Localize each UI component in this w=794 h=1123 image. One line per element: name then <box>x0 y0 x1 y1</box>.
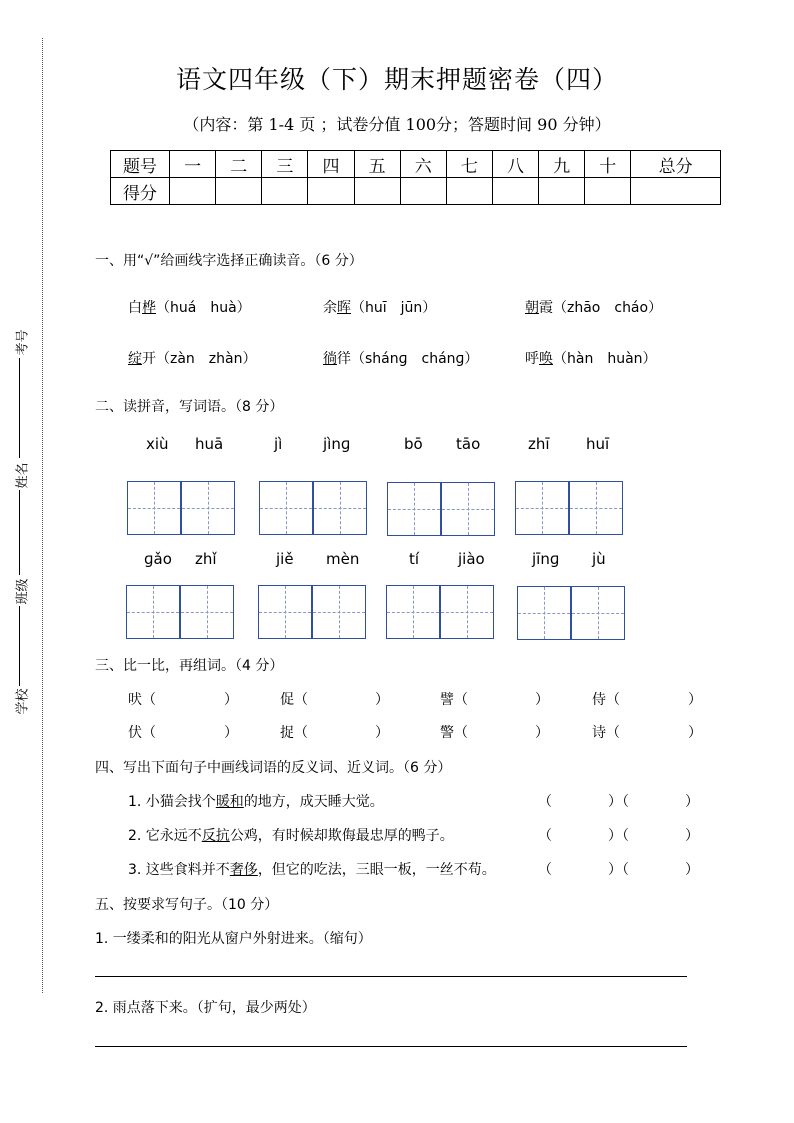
score-header-cell: 一 <box>170 151 216 178</box>
page-subtitle: （内容：第 1-4 页 ；试卷分值 100分；答题时间 90 分钟） <box>183 115 611 134</box>
pinyin-choice-item: 呼唤（hàn huàn） <box>525 351 657 367</box>
pinyin-label: xiù <box>146 435 169 453</box>
score-cell[interactable] <box>585 178 631 205</box>
writing-grid-box[interactable] <box>387 482 441 536</box>
synonym-sentence: 2. 它永远不反抗公鸡，有时候却欺侮最忠厚的鸭子。 <box>128 828 454 844</box>
score-cell[interactable] <box>492 178 538 205</box>
side-label-kaohao: 考号 <box>15 329 31 356</box>
score-header-cell: 八 <box>492 151 538 178</box>
writing-grid-box[interactable] <box>569 481 623 535</box>
score-cell[interactable] <box>631 178 721 205</box>
compare-item: 譬（ <box>440 692 468 708</box>
writing-grid-box[interactable] <box>517 586 571 640</box>
score-cell[interactable] <box>354 178 400 205</box>
writing-grid-box[interactable] <box>441 482 495 536</box>
compare-close-paren: ） <box>688 692 702 708</box>
compare-close-paren: ） <box>224 692 238 708</box>
pinyin-choice-item: 白桦（huá huà） <box>128 300 251 316</box>
score-header-cell: 二 <box>216 151 262 178</box>
side-label-xingming: 姓名 <box>15 462 31 489</box>
score-cell[interactable] <box>308 178 354 205</box>
writing-grid-box[interactable] <box>127 481 181 535</box>
binding-dotted-line <box>42 38 43 993</box>
section-4-heading: 四、写出下面句子中画线词语的反义词、近义词。（6 分） <box>95 760 452 776</box>
score-cell[interactable] <box>446 178 492 205</box>
pinyin-choice-item: 绽开（zàn zhàn） <box>128 351 257 367</box>
writing-grid-box[interactable] <box>180 585 234 639</box>
writing-grid-box[interactable] <box>312 585 366 639</box>
writing-grid-box[interactable] <box>571 586 625 640</box>
synonym-sentence: 1. 小猫会找个暖和的地方，成天睡大觉。 <box>128 794 384 810</box>
score-row-label: 得分 <box>111 178 170 205</box>
pinyin-label: jù <box>592 550 606 568</box>
pinyin-label: ɡǎo <box>144 550 172 568</box>
answer-parens[interactable]: （ ）（ ） <box>538 794 699 810</box>
score-header-cell: 四 <box>308 151 354 178</box>
score-cell[interactable] <box>539 178 585 205</box>
score-header-cell: 十 <box>585 151 631 178</box>
pinyin-label: jiào <box>458 550 485 568</box>
score-cell[interactable] <box>262 178 308 205</box>
pinyin-label: tāo <box>456 435 481 453</box>
pinyin-label: jiě <box>276 550 294 568</box>
score-table-score-row <box>111 178 721 205</box>
writing-grid-box[interactable] <box>126 585 180 639</box>
answer-line[interactable] <box>95 976 687 977</box>
score-cell[interactable] <box>216 178 262 205</box>
score-table <box>110 150 721 205</box>
pinyin-label: jīnɡ <box>532 550 560 568</box>
page-title: 语文四年级（下）期末押题密卷（四） <box>175 65 618 94</box>
answer-parens[interactable]: （ ）（ ） <box>538 862 699 878</box>
score-header-cell: 三 <box>262 151 308 178</box>
pinyin-label: jì <box>274 435 283 453</box>
compare-item: 警（ <box>440 725 468 741</box>
score-header-cell: 七 <box>446 151 492 178</box>
synonym-sentence: 3. 这些食料并不奢侈，但它的吃法，三眼一板，一丝不苟。 <box>128 862 496 878</box>
writing-grid-box[interactable] <box>440 585 494 639</box>
pinyin-choice-item: 朝霞（zhāo cháo） <box>525 300 663 316</box>
pinyin-label: jìnɡ <box>323 435 351 453</box>
side-label-banji: 班级 <box>15 578 31 605</box>
section-5-heading: 五、按要求写句子。（10 分） <box>95 897 279 913</box>
score-header-cell: 九 <box>539 151 585 178</box>
section-2-heading: 二、读拼音，写词语。（8 分） <box>95 399 284 415</box>
answer-parens[interactable]: （ ）（ ） <box>538 828 699 844</box>
writing-grid-box[interactable] <box>258 585 312 639</box>
pinyin-label: tí <box>409 550 420 568</box>
pinyin-label: bō <box>404 435 423 453</box>
score-header-cell: 六 <box>400 151 446 178</box>
score-header-cell: 五 <box>354 151 400 178</box>
score-header-cell: 题号 <box>111 151 170 178</box>
compare-item: 侍（ <box>592 692 620 708</box>
writing-grid-box[interactable] <box>386 585 440 639</box>
side-line-xingming <box>19 490 20 575</box>
pinyin-choice-item: 余晖（huī jūn） <box>323 300 437 316</box>
sentence-task-2: 2. 雨点落下来。（扩句，最少两处） <box>95 1000 316 1016</box>
compare-close-paren: ） <box>688 725 702 741</box>
score-table-header-row <box>111 151 721 178</box>
score-header-cell: 总分 <box>631 151 721 178</box>
pinyin-choice-item: 徜徉（shánɡ chánɡ） <box>323 351 479 367</box>
compare-item: 捉（ <box>280 725 308 741</box>
score-cell[interactable] <box>400 178 446 205</box>
pinyin-label: zhī <box>528 435 550 453</box>
pinyin-label: huī <box>586 435 610 453</box>
section-3-heading: 三、比一比，再组词。（4 分） <box>95 658 284 674</box>
side-line-kaohao <box>19 358 20 458</box>
side-line-banji <box>19 606 20 686</box>
section-1-heading: 一、用“√”给画线字选择正确读音。（6 分） <box>95 253 363 269</box>
compare-close-paren: ） <box>375 725 389 741</box>
sentence-task-1: 1. 一缕柔和的阳光从窗户外射进来。（缩句） <box>95 931 372 947</box>
compare-close-paren: ） <box>375 692 389 708</box>
writing-grid-box[interactable] <box>515 481 569 535</box>
score-cell[interactable] <box>170 178 216 205</box>
compare-item: 促（ <box>280 692 308 708</box>
writing-grid-box[interactable] <box>313 481 367 535</box>
compare-close-paren: ） <box>535 692 549 708</box>
writing-grid-box[interactable] <box>181 481 235 535</box>
side-label-xuexiao: 学校 <box>15 688 31 715</box>
answer-line[interactable] <box>95 1046 687 1047</box>
pinyin-label: zhǐ <box>195 550 217 568</box>
pinyin-label: mèn <box>326 550 360 568</box>
writing-grid-box[interactable] <box>259 481 313 535</box>
compare-close-paren: ） <box>224 725 238 741</box>
compare-item: 伏（ <box>128 725 156 741</box>
compare-item: 吠（ <box>128 692 156 708</box>
pinyin-label: huā <box>195 435 224 453</box>
compare-item: 诗（ <box>592 725 620 741</box>
compare-close-paren: ） <box>535 725 549 741</box>
